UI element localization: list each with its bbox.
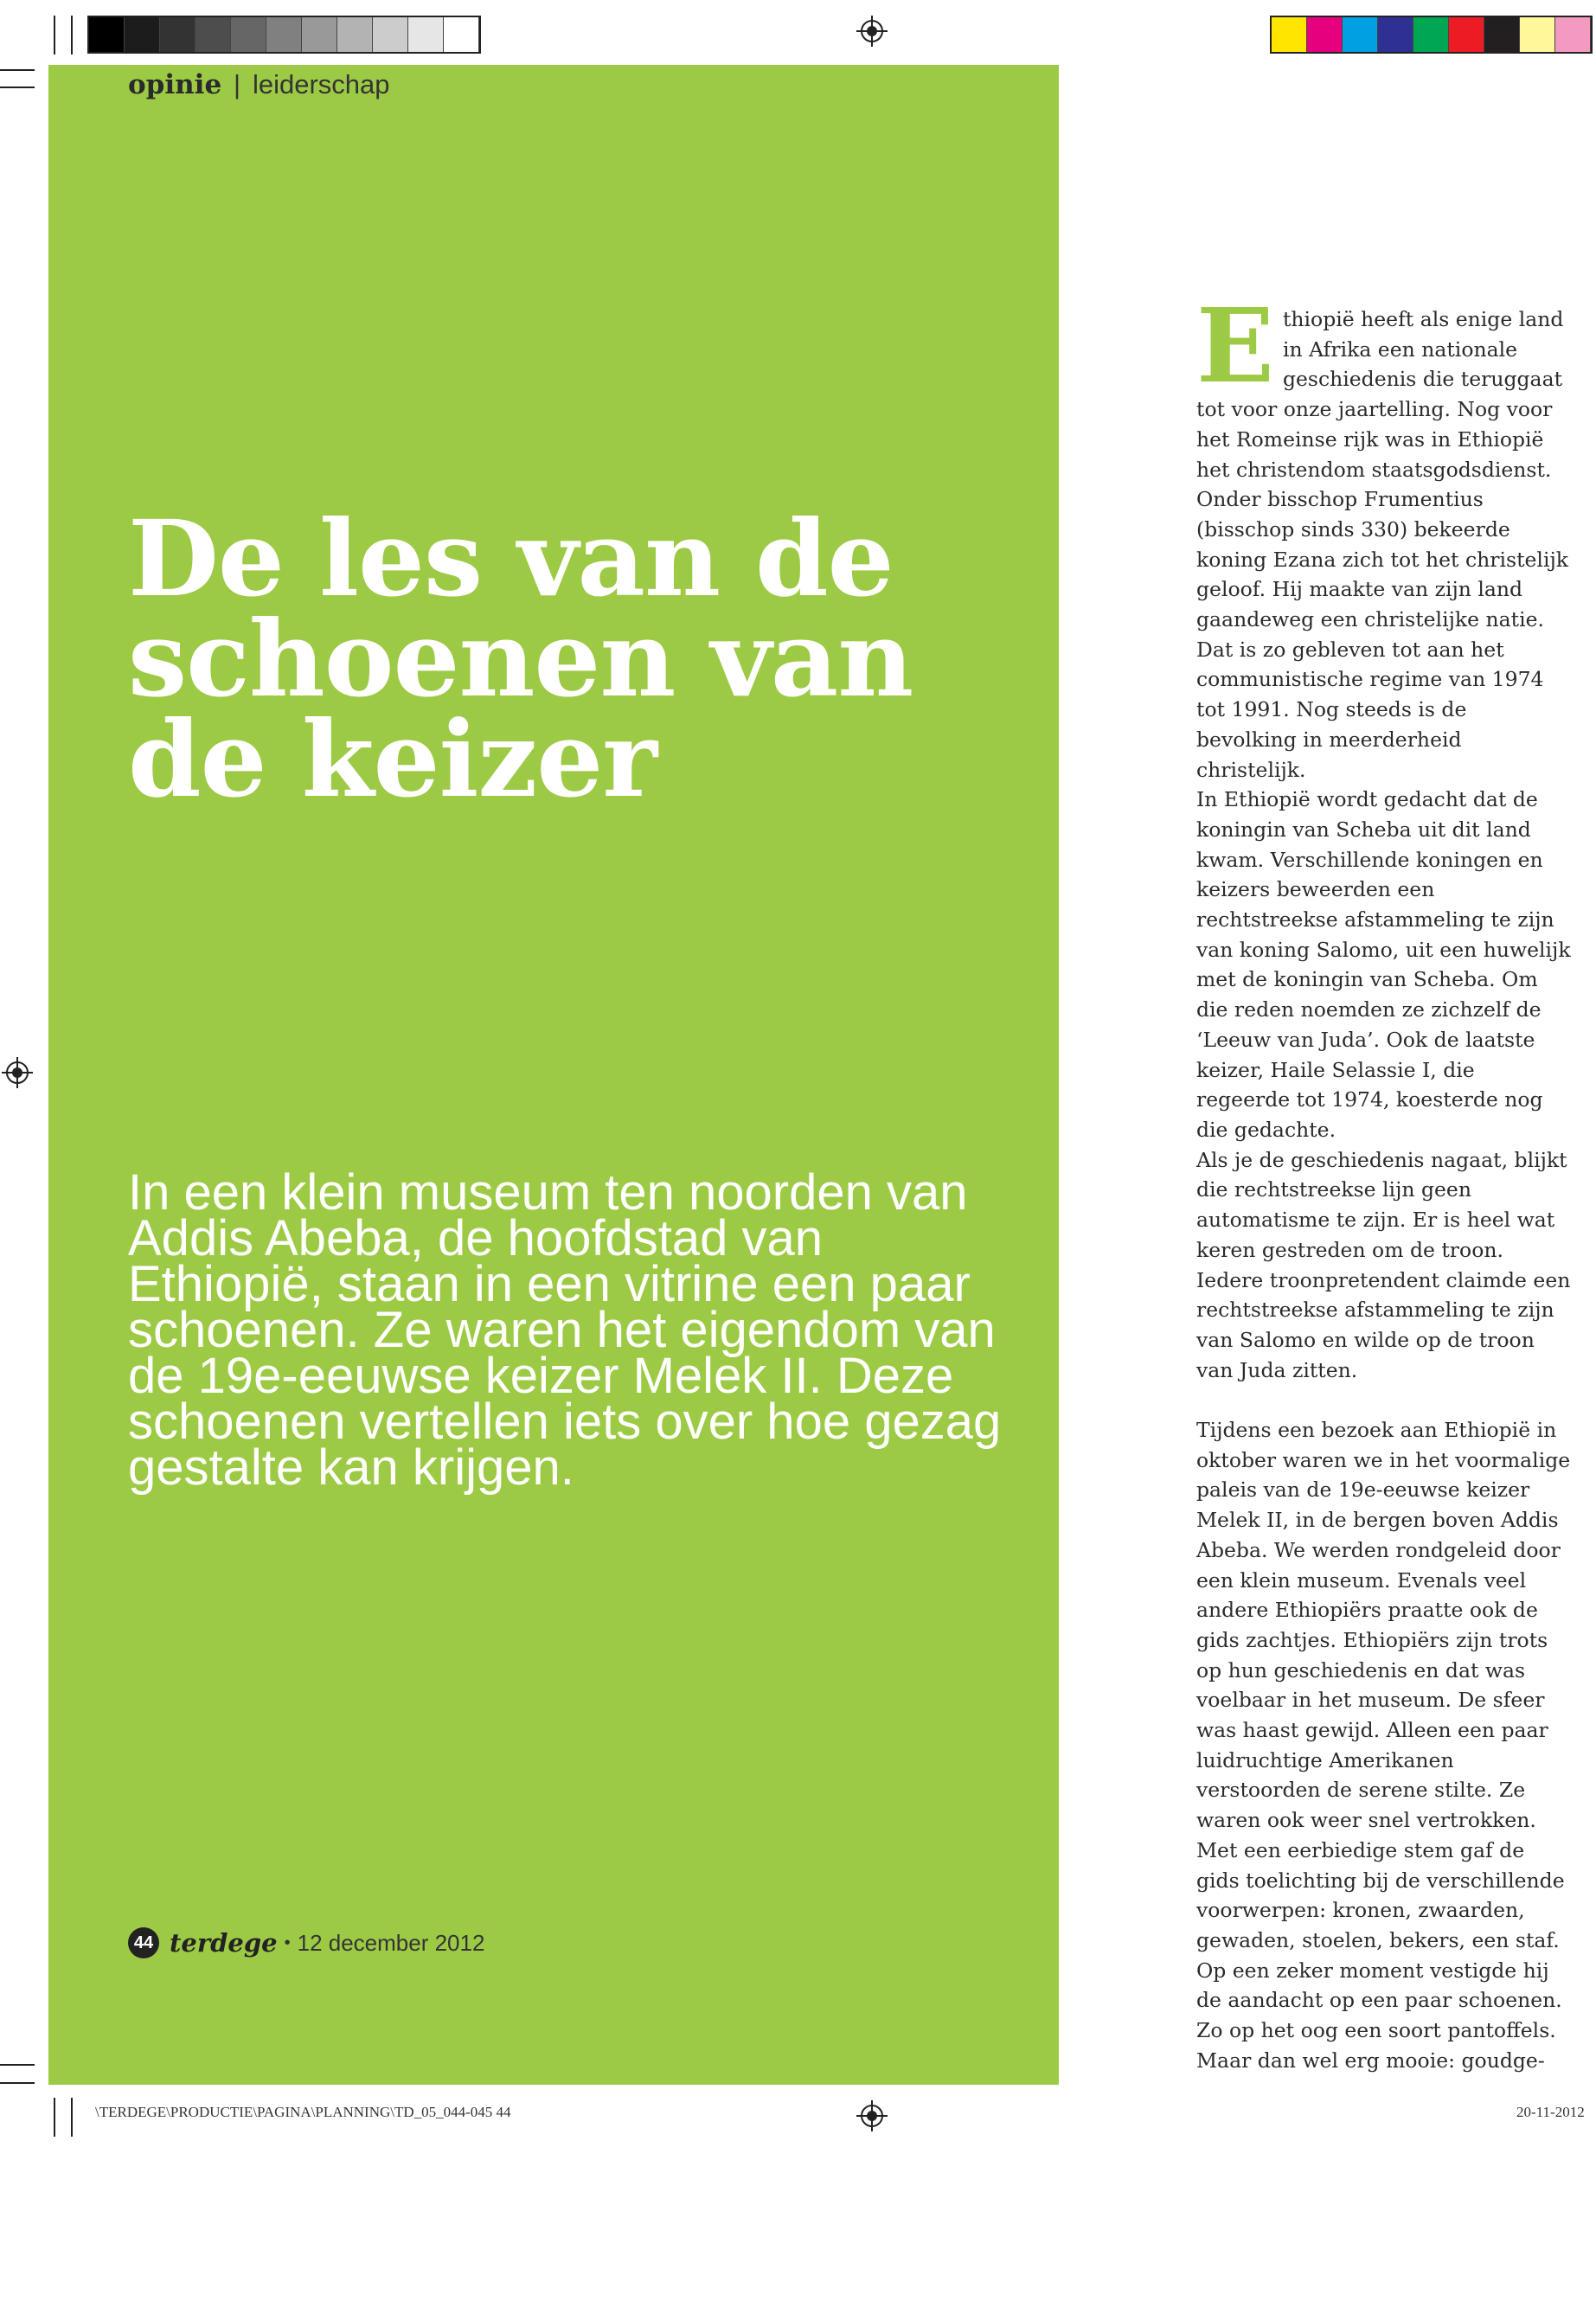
- crop-mark: [71, 2098, 73, 2137]
- color-swatch: [1272, 17, 1307, 52]
- color-swatch: [1449, 17, 1484, 52]
- folio: [128, 1927, 484, 1958]
- crop-mark: [54, 2098, 55, 2137]
- gray-swatch: [373, 17, 408, 52]
- slug-path: \TERDEGE\PRODUCTIE\PAGINA\PLANNING\TD_05_044-045 44: [95, 2104, 511, 2120]
- rubric-subsection: leiderschap: [252, 69, 390, 99]
- gray-swatch: [125, 17, 160, 52]
- color-swatch: [1484, 17, 1520, 52]
- color-swatch: [1413, 17, 1449, 52]
- crop-mark: [0, 2082, 35, 2084]
- body-paragraph: Met een eerbiedige stem gaf de gids toelichting bij de verschillende voorwerpen: kronen, zwaarden, gewaden, stoelen, bekers, een staf. Op een zeker moment vestigde hij de aandacht op een paar schoenen. Zo op het oog een soort pantoffels. Maar dan wel erg mooie: goudge-: [1196, 1837, 1565, 2073]
- gray-swatch: [231, 17, 266, 52]
- color-swatch: [1555, 17, 1591, 52]
- crop-mark: [0, 2064, 35, 2066]
- page-number-badge: 44: [128, 1927, 159, 1958]
- registration-mark-icon: [856, 2100, 888, 2131]
- registration-mark-icon: [2, 1057, 33, 1088]
- color-swatch: [1307, 17, 1343, 52]
- gray-swatch: [160, 17, 195, 52]
- drop-cap: E: [1196, 285, 1274, 406]
- green-panel: [48, 65, 1059, 2085]
- crop-mark: [54, 16, 55, 54]
- slug-date: 20-11-2012: [1516, 2104, 1585, 2120]
- issue-date: 12 december 2012: [297, 1929, 485, 1956]
- body-paragraph: Als je de geschiedenis nagaat, blijkt die rechtstreekse lijn geen automatisme te zijn. Er is heel wat keren gestreden om de troon. Iedere troonpretendent claimde een rechtstreekse afstammeling te zijn van Salomo en wilde op de troon van Juda zitten.: [1196, 1147, 1571, 1382]
- gray-swatch: [302, 17, 337, 52]
- gray-swatch: [195, 17, 231, 52]
- gray-swatch: [337, 17, 373, 52]
- body-paragraph: [1196, 285, 1573, 785]
- gray-swatch: [408, 17, 444, 52]
- crop-mark: [71, 16, 73, 54]
- registration-mark-icon: [856, 16, 888, 47]
- body-paragraph-text: thiopië heeft als enige land in Afrika een nationale geschiedenis die teruggaat tot voor onze jaartelling. Nog voor het Romeinse rijk was in Ethiopië het christendom staatsgodsdienst. Onder bisschop Frumentius (bisschop sinds 330) bekeerde koning Ezana zich tot het christelijk geloof. Hij maakte van zijn land gaandeweg een christelijke natie. Dat is zo gebleven tot aan het communistische regime van 1974 tot 1991. Nog steeds is de bevolking in meerderheid christelijk.: [1196, 307, 1568, 782]
- article-body: [1196, 285, 1573, 2075]
- color-calibration-bar: [1270, 16, 1593, 54]
- color-swatch: [1378, 17, 1413, 52]
- magazine-name: terdege: [170, 1928, 278, 1958]
- article-headline: De les van de schoenen van de keizer: [128, 497, 913, 821]
- color-swatch: [1343, 17, 1378, 52]
- gray-swatch: [444, 17, 479, 52]
- crop-mark: [0, 69, 35, 71]
- color-swatch: [1520, 17, 1555, 52]
- body-paragraph: In Ethiopië wordt gedacht dat de koningin van Scheba uit dit land kwam. Verschillende koningen en keizers beweerden een rechtstreekse afstammeling te zijn van koning Salomo, uit een huwelijk met de koningin van Scheba. Om die reden noemden ze zichzelf de ‘Leeuw van Juda’. Ook de laatste keizer, Haile Selassie I, die regeerde tot 1974, koesterde nog die gedachte.: [1196, 787, 1571, 1142]
- rubric: [128, 69, 390, 100]
- gray-swatch: [266, 17, 302, 52]
- gray-swatch: [89, 17, 125, 52]
- article-lead: In een klein museum ten noorden van Addis Abeba, de hoofdstad van Ethiopië, staan in een vitrine een paar schoenen. Ze waren het eigendom van de 19e-eeuwse keizer Melek II. Deze schoenen vertellen iets over hoe gezag gestalte kan krijgen.: [128, 1164, 1002, 1496]
- crop-mark: [0, 87, 35, 88]
- gray-calibration-bar: [87, 16, 481, 54]
- rubric-separator: |: [234, 69, 241, 99]
- rubric-section: opinie: [128, 69, 222, 100]
- folio-bullet: •: [284, 1932, 291, 1952]
- body-paragraph: Tijdens een bezoek aan Ethiopië in oktober waren we in het voormalige paleis van de 19e-eeuwse keizer Melek II, in de bergen boven Addis Abeba. We werden rondgeleid door een klein museum. Evenals veel andere Ethiopiërs praatte ook de gids zachtjes. Ethiopiërs zijn trots op hun geschiedenis en dat was voelbaar in het museum. De sfeer was haast gewijd. Alleen een paar luidruchtige Amerikanen verstoorden de serene stilte. Ze waren ook weer snel vertrokken.: [1196, 1418, 1571, 1833]
